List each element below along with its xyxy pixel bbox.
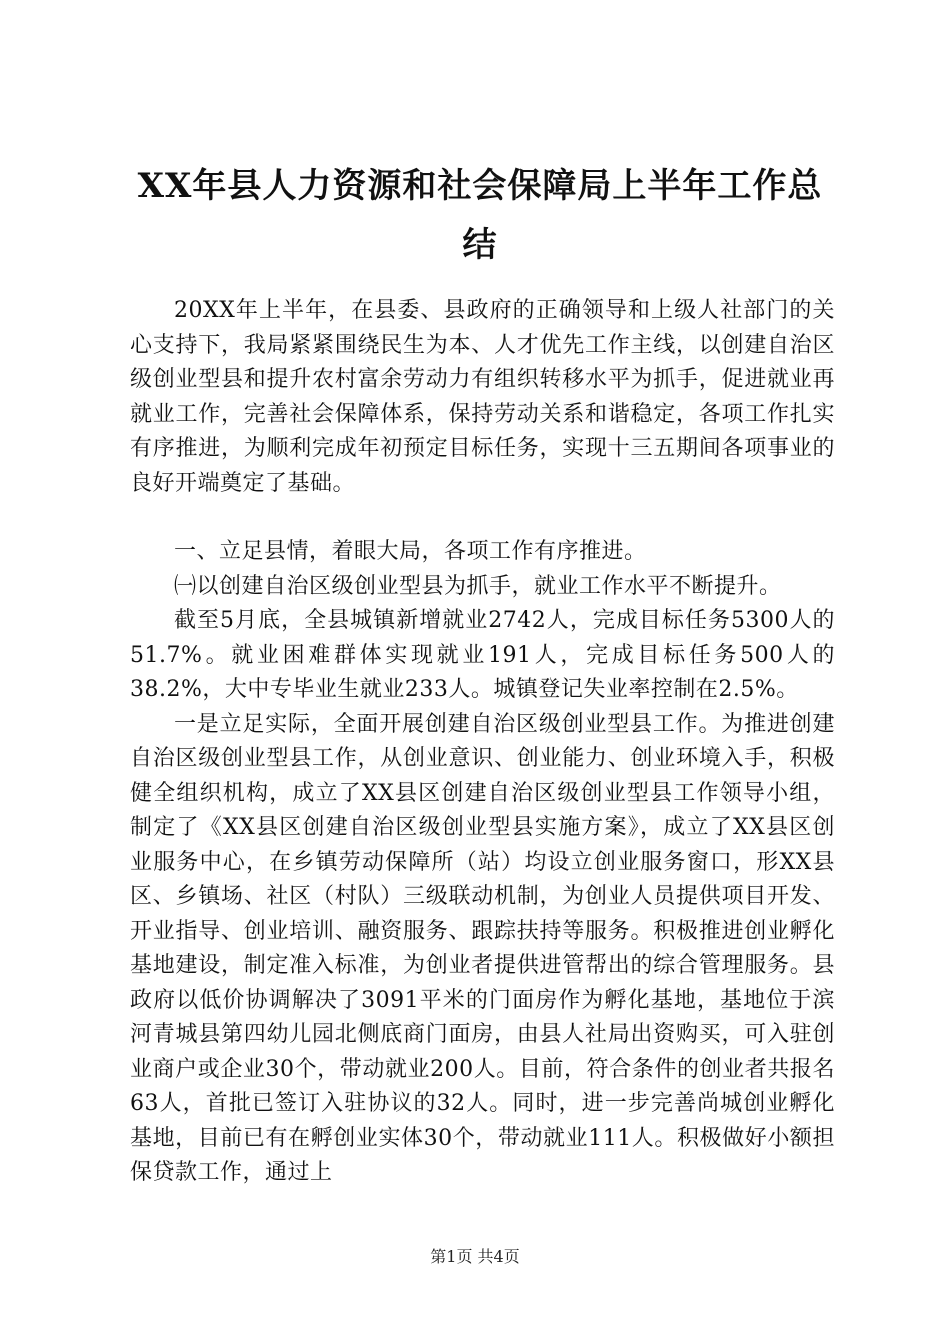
paragraph-entrepreneurship: 一是立足实际，全面开展创建自治区级创业型县工作。为推进创建自治区级创业型县工作，从创业意识、创业能力、创业环境入手，积极健全组织机构，成立了XX县区创建自治区级创业型县工作领导小组，制定了《XX县区创建自治区级创业型县实施方案》，成立了XX县区创业服务中心，在乡镇劳动保障所（站）均设立创业服务窗口，形XX县区、乡镇场、社区（村队）三级联动机制，为创业人员提供项目开发、开业指导、创业培训、融资服务、跟踪扶持等服务。积极推进创业孵化基地建设，制定准入标准，为创业者提供进管帮出的综合管理服务。县政府以低价协调解决了3091平米的门面房作为孵化基地，基地位于滨河青城县第四幼儿园北侧底商门面房，由县人社局出资购买，可入驻创业商户或企业30个，带动就业200人。目前，符合条件的创业者共报名63人，首批已签订入驻协议的32人。同时，进一步完善尚城创业孵化基地，目前已有在孵创业实体30个，带动就业111人。积极做好小额担保贷款工作，通过上 (130, 711, 835, 1185)
document-body (130, 294, 835, 1191)
page-footer: 第1页 共4页 (430, 1247, 520, 1266)
subsection-heading-1: ㈠以创建自治区级创业型县为抓手，就业工作水平不断提升。 (174, 573, 782, 599)
document-title-line2: 结 (462, 225, 498, 265)
section-heading-1: 一、立足县情，着眼大局，各项工作有序推进。 (174, 539, 647, 564)
paragraph-intro: 20XX年上半年，在县委、县政府的正确领导和上级人社部门的关心支持下，我局紧紧围绕民生为本、人才优先工作主线，以创建自治区级创业型县和提升农村富余劳动力有组织转移水平为抓手，促进就业再就业工作，完善社会保障体系，保持劳动关系和谐稳定，各项工作扎实有序推进，为顺利完成年初预定目标任务，实现十三五期间各项事业的良好开端奠定了基础。 (130, 298, 835, 496)
document-title-line1: XX年县人力资源和社会保障局上半年工作总 (137, 166, 823, 206)
paragraph-employment-stats: 截至5月底，全县城镇新增就业2742人，完成目标任务5300人的51.7%。就业困难群体实现就业191人，完成目标任务500人的38.2%，大中专毕业生就业233人。城镇登记失业率控制在2.5%。 (130, 608, 835, 702)
